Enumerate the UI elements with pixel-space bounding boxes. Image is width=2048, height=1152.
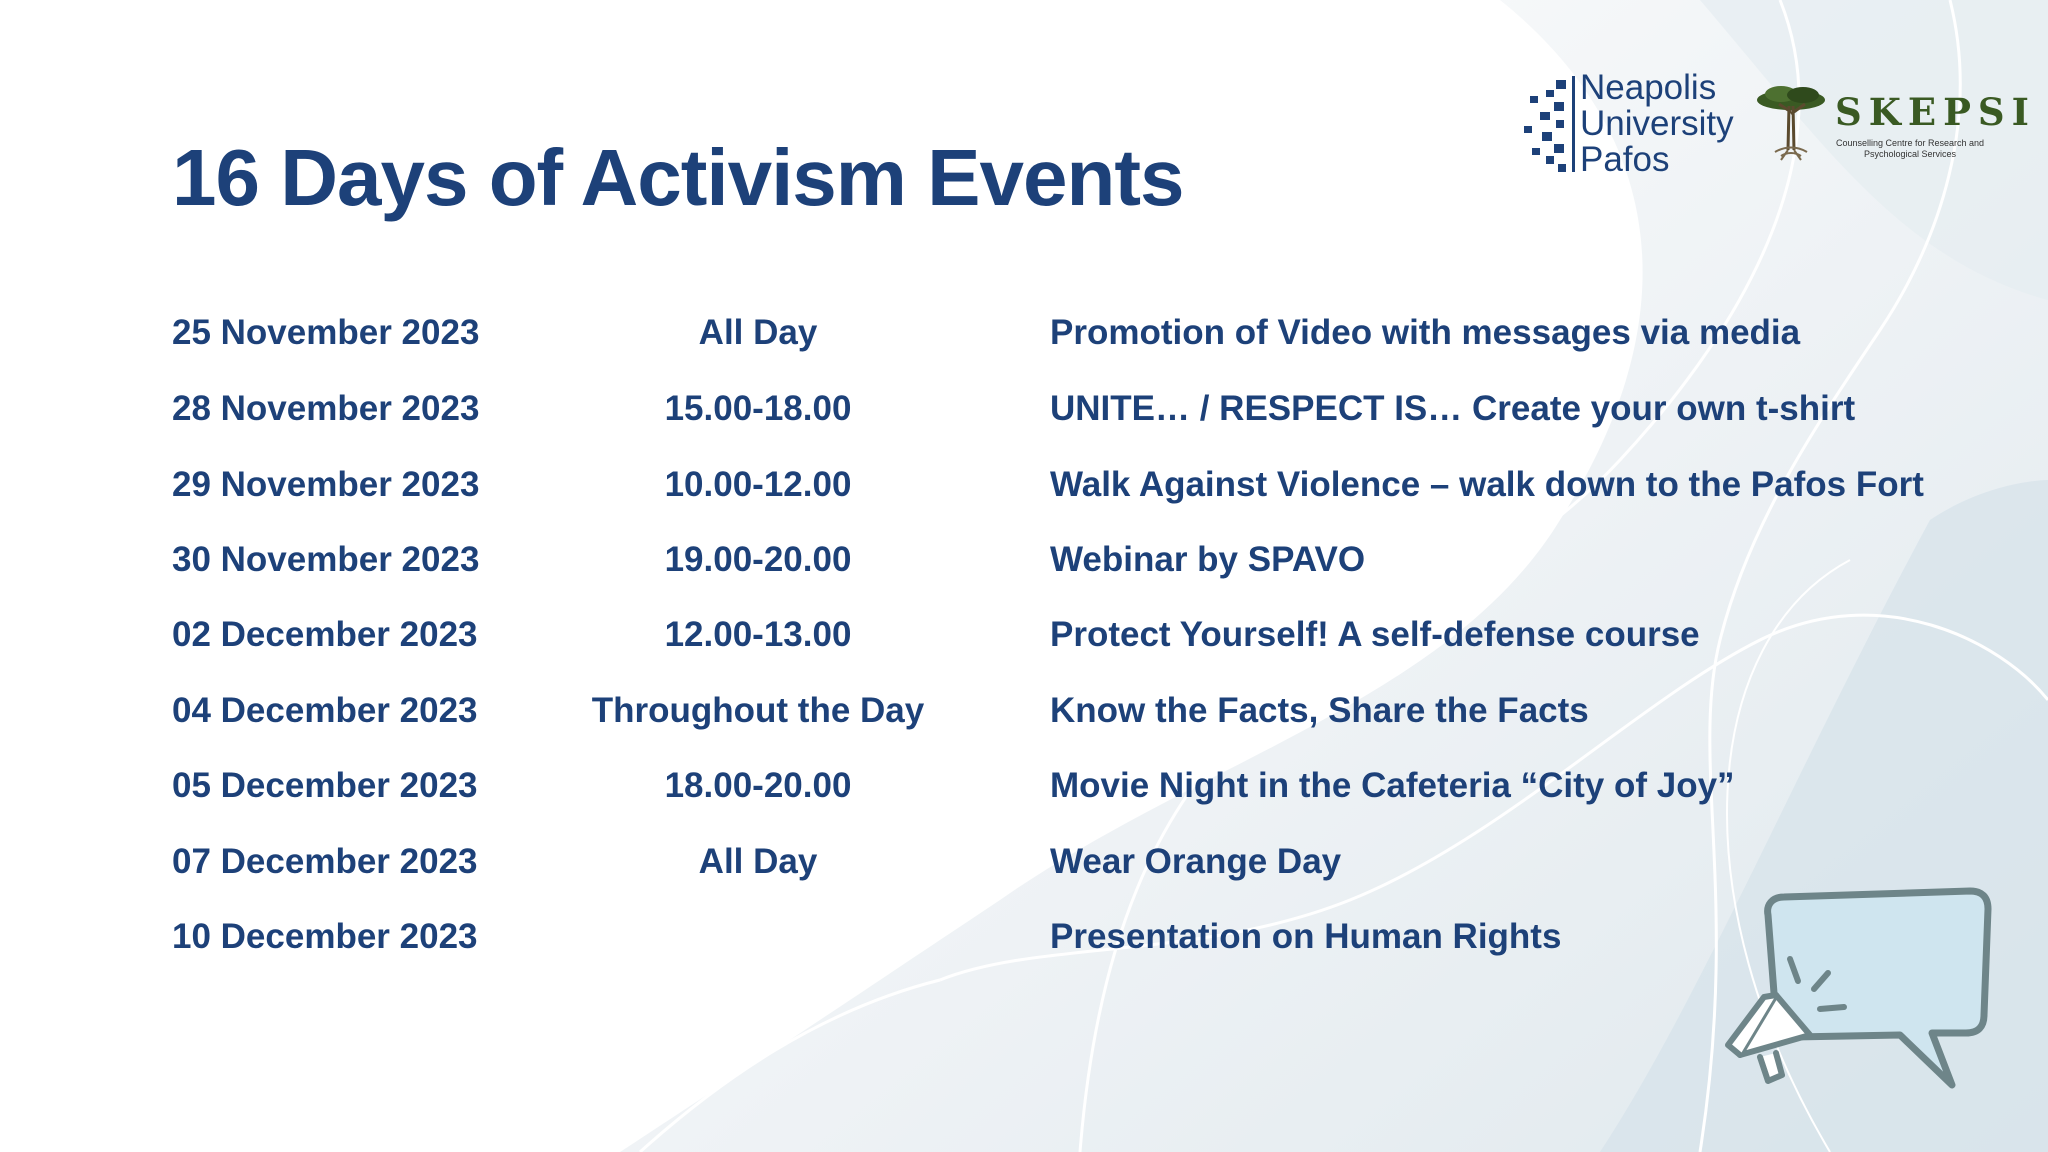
event-row xyxy=(0,530,2048,590)
page-title: 16 Days of Activism Events xyxy=(172,133,1184,222)
event-title: Know the Facts, Share the Facts xyxy=(1050,691,1589,730)
event-title: Presentation on Human Rights xyxy=(1050,917,1562,956)
skepsi-name: SKEPSI xyxy=(1835,90,2036,134)
event-time: 10.00-12.00 xyxy=(664,465,852,504)
event-row xyxy=(0,605,2048,665)
event-time: 15.00-18.00 xyxy=(664,389,852,428)
event-title: UNITE… / RESPECT IS… Create your own t-shirt xyxy=(1050,389,1856,428)
neapolis-line-2: University xyxy=(1580,104,1734,143)
megaphone-speech-bubble-icon xyxy=(1720,885,1995,1095)
event-date: 07 December 2023 xyxy=(172,842,478,881)
neapolis-line-1: Neapolis xyxy=(1580,68,1717,107)
event-date: 30 November 2023 xyxy=(172,540,480,579)
event-row xyxy=(0,455,2048,515)
neapolis-line-3: Pafos xyxy=(1580,140,1670,179)
event-time: Throughout the Day xyxy=(591,691,925,730)
event-date: 05 December 2023 xyxy=(172,766,478,805)
event-date: 02 December 2023 xyxy=(172,615,478,654)
event-time: 19.00-20.00 xyxy=(664,540,852,579)
event-row xyxy=(0,756,2048,816)
skepsi-subtitle: Counselling Centre for Research and Psychological Services xyxy=(1835,138,1985,159)
event-date: 04 December 2023 xyxy=(172,691,478,730)
event-time: All Day xyxy=(698,842,818,881)
event-date: 29 November 2023 xyxy=(172,465,480,504)
event-row xyxy=(0,303,2048,363)
event-date: 10 December 2023 xyxy=(172,917,478,956)
event-date: 28 November 2023 xyxy=(172,389,480,428)
event-title: Promotion of Video with messages via media xyxy=(1050,313,1801,352)
event-date: 25 November 2023 xyxy=(172,313,480,352)
event-title: Wear Orange Day xyxy=(1050,842,1342,881)
event-title: Movie Night in the Cafeteria “City of Joy” xyxy=(1050,766,1735,805)
event-time: All Day xyxy=(698,313,818,352)
event-time: 12.00-13.00 xyxy=(664,615,852,654)
event-title: Walk Against Violence – walk down to the Pafos Fort xyxy=(1050,465,1924,504)
event-time: 18.00-20.00 xyxy=(664,766,852,805)
event-row xyxy=(0,832,2048,892)
event-row xyxy=(0,681,2048,741)
event-row xyxy=(0,379,2048,439)
event-title: Webinar by SPAVO xyxy=(1050,540,1366,579)
event-title: Protect Yourself! A self-defense course xyxy=(1050,615,1700,654)
